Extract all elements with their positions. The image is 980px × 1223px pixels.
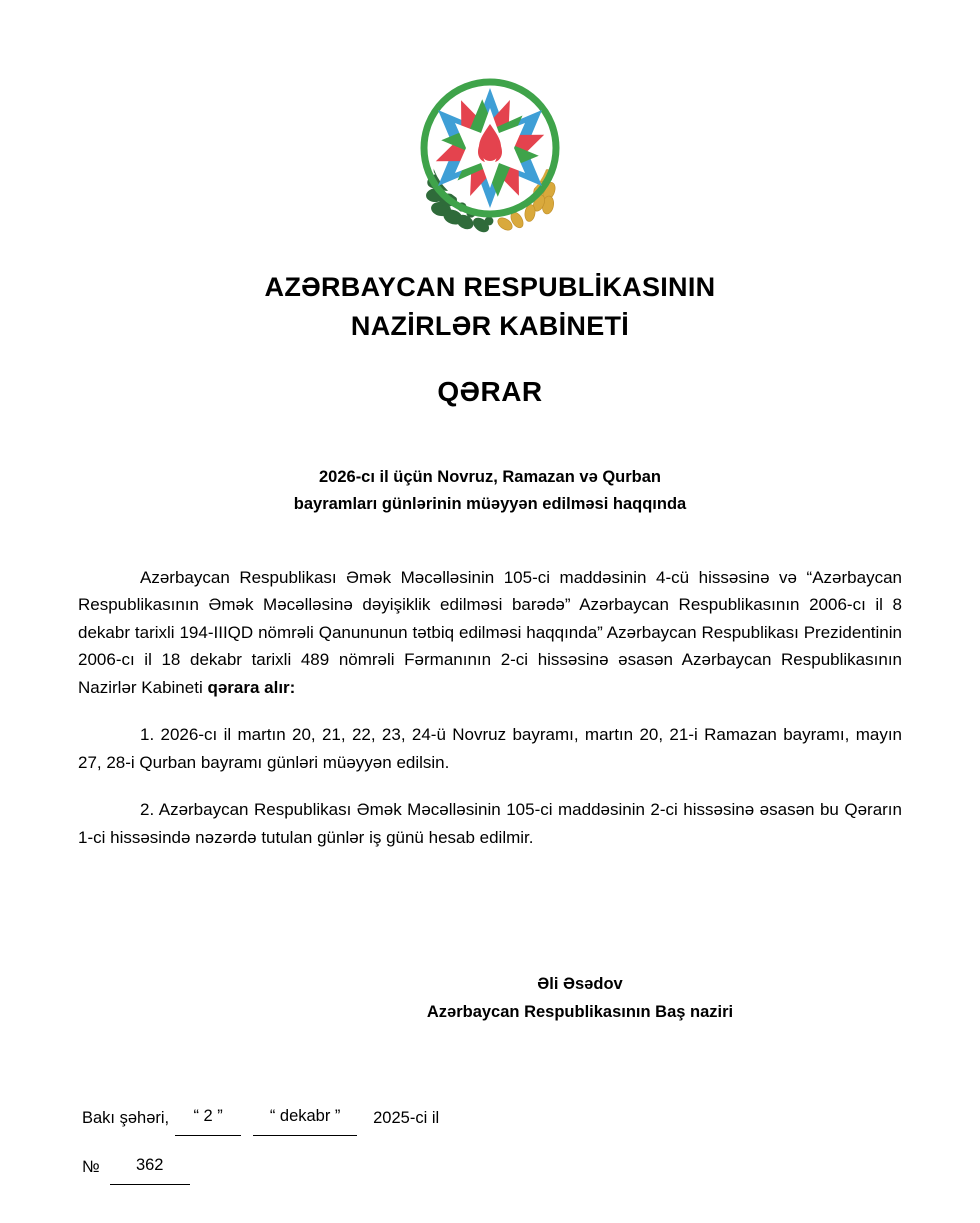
number-blank: 362 [110,1148,190,1185]
republic-line-1: AZƏRBAYCAN RESPUBLİKASININ [264,272,716,302]
city-label: Bakı şəhəri, [82,1109,170,1128]
signatory-title: Azərbaycan Respublikasının Baş naziri [426,1003,734,1022]
number-label: № [82,1157,100,1176]
preamble-text: Azərbaycan Respublikası Əmək Məcəlləsinin 105-ci maddəsinin 4-cü hissəsinə və “Azərbaycan Respublikasının Əmək Məcəlləsinə dəyişiklik edilməsi barədə” Azərbaycan Respublikasının 2006-cı il 8 dekabr tarixli 194-IIIQD nömrəli Qanununun tətbiq edilməsi haqqında” Azərbaycan Respublikası Prezidentinin 2006-cı il 18 dekabr tarixli 489 nömrəli Fərmanının 2-ci hissəsinə əsasən Azərbaycan Respublikasının Nazirlər Kabineti [78,567,902,697]
signatory-name: Əli Əsədov [537,974,623,993]
document-header [0,268,980,408]
footer-number-row [82,1148,980,1185]
clause-2: 2. Azərbaycan Respublikası Əmək Məcəlləsinin 105-ci maddəsinin 2-ci hissəsinə əsasən bu Qərarın 1-ci hissəsində nəzərdə tutulan günlər iş günü hesab edilmir. [78,800,902,847]
month-blank: “ dekabr ” [253,1099,357,1136]
document-type-title: QƏRAR [437,376,543,408]
signature-block [0,970,980,1028]
footer-date-row [82,1099,980,1136]
subject-line-2: bayramları günlərinin müəyyən edilməsi haqqında [293,495,687,513]
preamble-paragraph [78,564,902,702]
republic-line-2: NAZİRLƏR KABİNETİ [350,311,630,342]
clause-1: 1. 2026-cı il martın 20, 21, 22, 23, 24-ü Novruz bayramı, martın 20, 21-i Ramazan bayramı, mayın 27, 28-i Qurban bayramı günləri müəyyən edilsin. [78,725,902,772]
day-blank: “ 2 ” [175,1099,241,1136]
subject-line-1: 2026-cı il üçün Novruz, Ramazan və Qurban [318,468,662,487]
emblem-container [0,0,980,246]
azerbaijan-state-emblem-icon [399,64,581,246]
preamble-resolve-phrase: qərara alır: [207,677,296,697]
document-body [78,564,902,852]
year-label: 2025-ci il [373,1109,440,1128]
document-footer [82,1099,980,1184]
document-subject [0,464,980,517]
